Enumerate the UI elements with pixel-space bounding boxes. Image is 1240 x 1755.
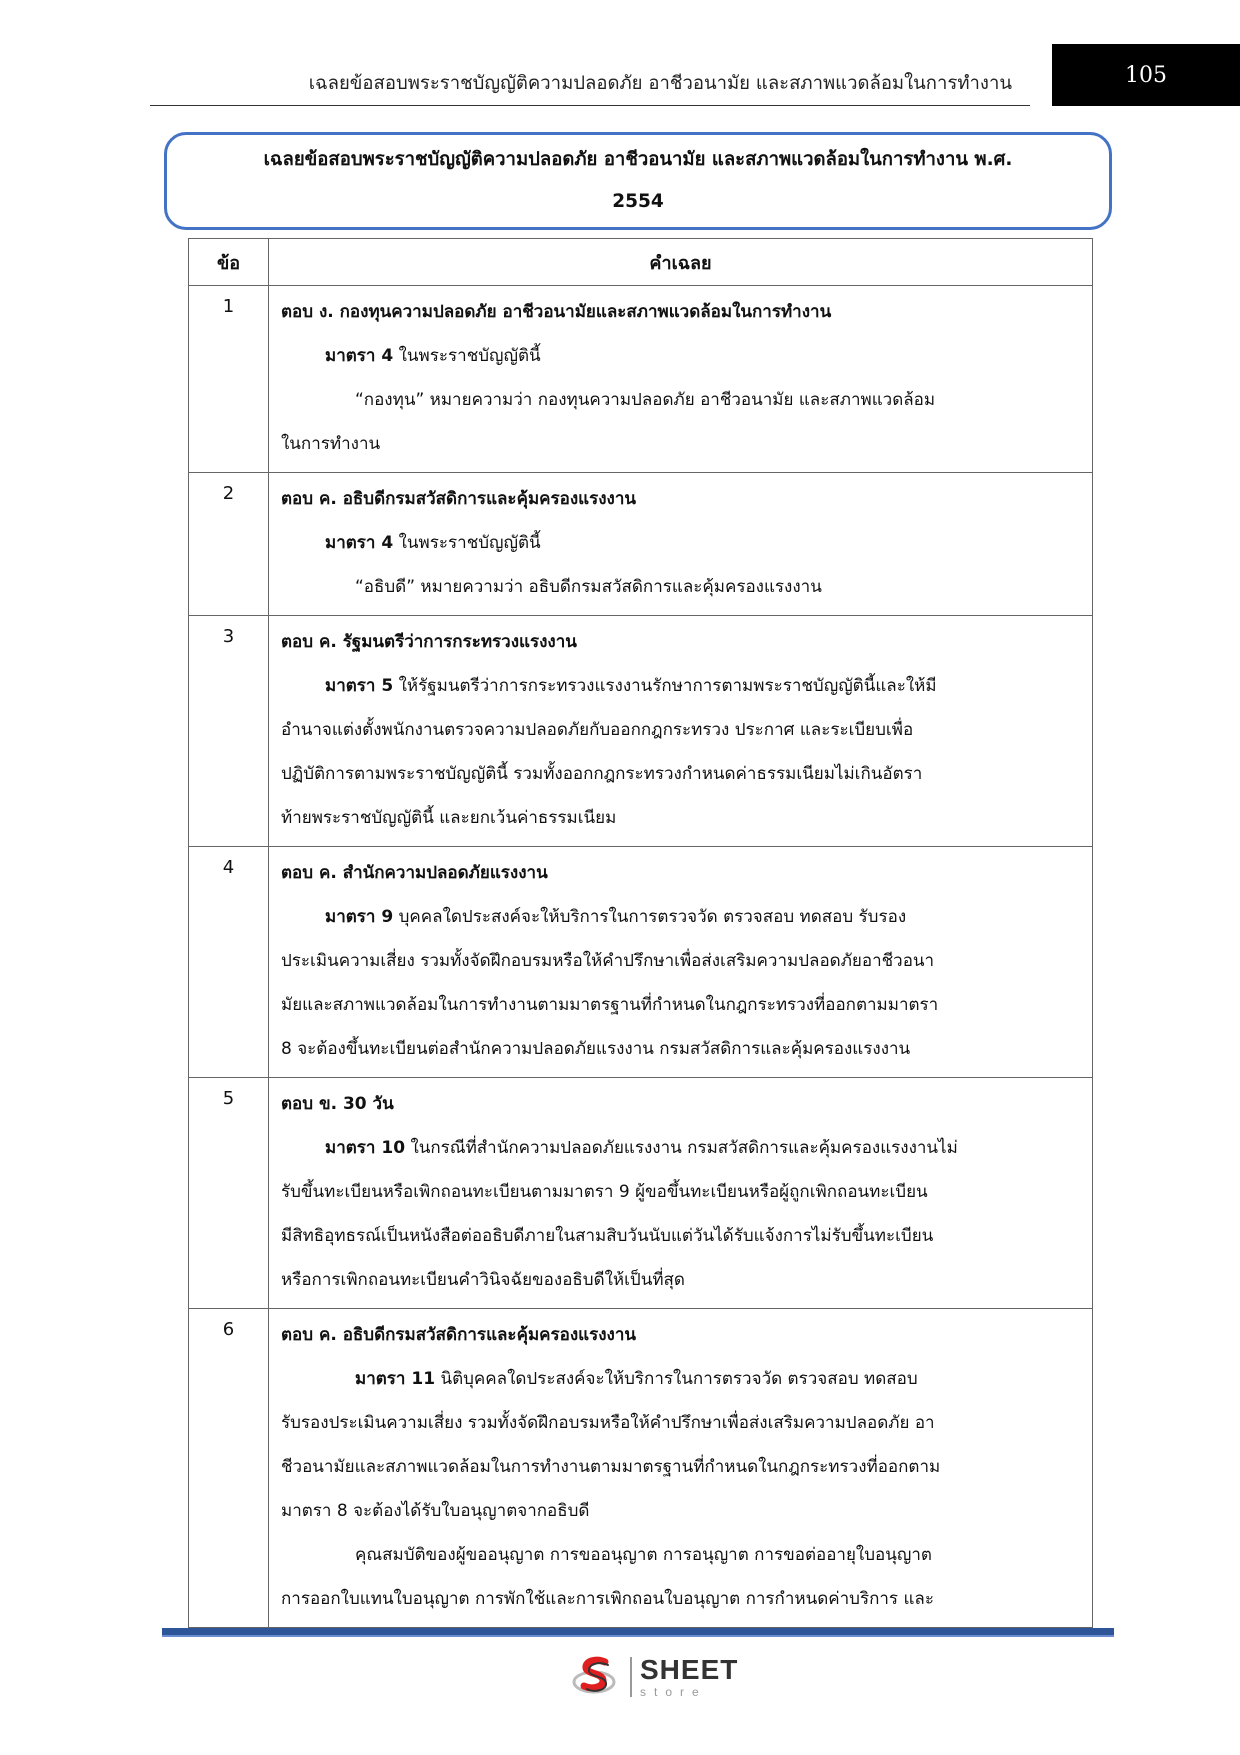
table-row bbox=[189, 286, 1093, 473]
section-text: นิติบุคคลใดประสงค์จะให้บริการในการตรวจวัด ตรวจสอบ ทดสอบ bbox=[435, 1369, 918, 1389]
explanation-first-line: “กองทุน” หมายความว่า กองทุนความปลอดภัย อาชีวอนามัย และสภาพแวดล้อม bbox=[355, 390, 936, 410]
answer-line: ตอบ ข. 30 วัน bbox=[281, 1094, 394, 1114]
question-number: 2 bbox=[189, 473, 269, 616]
running-header bbox=[150, 62, 1030, 106]
column-header-answer: คำเฉลย bbox=[269, 239, 1093, 286]
section-label: มาตรา 4 bbox=[325, 533, 394, 553]
section-text: ให้รัฐมนตรีว่าการกระทรวงแรงงานรักษาการตามพระราชบัญญัตินี้และให้มี bbox=[393, 676, 937, 696]
question-number: 4 bbox=[189, 847, 269, 1078]
question-number: 6 bbox=[189, 1309, 269, 1628]
answer-line: ตอบ ค. รัฐมนตรีว่าการกระทรวงแรงงาน bbox=[281, 632, 577, 652]
explanation-line: รับรองประเมินความเสี่ยง รวมทั้งจัดฝึกอบรมหรือให้คำปรึกษาเพื่อส่งเสริมความปลอดภัย อา bbox=[281, 1413, 935, 1433]
section-text: ในพระราชบัญญัตินี้ bbox=[393, 346, 541, 366]
section-label: มาตรา 9 bbox=[325, 907, 394, 927]
question-number: 3 bbox=[189, 616, 269, 847]
section-label: มาตรา 4 bbox=[325, 346, 394, 366]
explanation-line: อำนาจแต่งตั้งพนักงานตรวจความปลอดภัยกับออกกฎกระทรวง ประกาศ และระเบียบเพื่อ bbox=[281, 720, 914, 740]
section-line bbox=[281, 895, 1080, 939]
title-box bbox=[164, 132, 1112, 230]
logo-divider bbox=[630, 1657, 632, 1697]
explanation-line: ปฏิบัติการตามพระราชบัญญัตินี้ รวมทั้งออกกฎกระทรวงกำหนดค่าธรรมเนียมไม่เกินอัตรา bbox=[281, 764, 923, 784]
explanation-line: มัยและสภาพแวดล้อมในการทำงานตามมาตรฐานที่กำหนดในกฎกระทรวงที่ออกตามมาตรา bbox=[281, 995, 939, 1015]
title-line-2: 2554 bbox=[612, 191, 664, 212]
logo-text bbox=[640, 1656, 738, 1698]
answer-cell bbox=[269, 1078, 1093, 1309]
table-row bbox=[189, 1309, 1093, 1628]
explanation-line: ท้ายพระราชบัญญัตินี้ และยกเว้นค่าธรรมเนียม bbox=[281, 808, 617, 828]
explanation-first-line: คุณสมบัติของผู้ขออนุญาต การขออนุญาต การอนุญาต การขอต่ออายุใบอนุญาต bbox=[355, 1545, 932, 1565]
answer-cell bbox=[269, 616, 1093, 847]
answer-line: ตอบ ค. อธิบดีกรมสวัสดิการและคุ้มครองแรงงาน bbox=[281, 489, 637, 509]
explanation-line: ประเมินความเสี่ยง รวมทั้งจัดฝึกอบรมหรือให้คำปรึกษาเพื่อส่งเสริมความปลอดภัยอาชีวอนา bbox=[281, 951, 935, 971]
logo-word: SHEET bbox=[640, 1654, 739, 1685]
section-line bbox=[281, 1357, 1080, 1401]
explanation-line: การออกใบแทนใบอนุญาต การพักใช้และการเพิกถอนใบอนุญาต การกำหนดค่าบริการ และ bbox=[281, 1589, 934, 1609]
logo-subword: store bbox=[640, 1685, 707, 1699]
explanation-line: ชีวอนามัยและสภาพแวดล้อมในการทำงานตามมาตรฐานที่กำหนดในกฎกระทรวงที่ออกตาม bbox=[281, 1457, 941, 1477]
explanation-first-line: “อธิบดี” หมายความว่า อธิบดีกรมสวัสดิการและคุ้มครองแรงงาน bbox=[355, 577, 822, 597]
table-row bbox=[189, 1078, 1093, 1309]
question-number: 1 bbox=[189, 286, 269, 473]
section-label: มาตรา 5 bbox=[325, 676, 394, 696]
page-number: 105 bbox=[1125, 62, 1167, 88]
publisher-logo bbox=[572, 1650, 738, 1704]
sheet-store-logo-icon bbox=[572, 1652, 622, 1702]
section-line bbox=[281, 521, 1080, 565]
document-title bbox=[264, 139, 1013, 223]
title-line-1: เฉลยข้อสอบพระราชบัญญัติความปลอดภัย อาชีวอนามัย และสภาพแวดล้อมในการทำงาน พ.ศ. bbox=[263, 149, 1013, 170]
section-line bbox=[281, 334, 1080, 378]
table-row bbox=[189, 616, 1093, 847]
page-number-box bbox=[1052, 44, 1240, 106]
answer-cell bbox=[269, 286, 1093, 473]
section-text: ในพระราชบัญญัตินี้ bbox=[393, 533, 541, 553]
table-row bbox=[189, 473, 1093, 616]
explanation-line: มาตรา 8 จะต้องได้รับใบอนุญาตจากอธิบดี bbox=[281, 1501, 590, 1521]
footer-rule bbox=[162, 1628, 1114, 1637]
question-number: 5 bbox=[189, 1078, 269, 1309]
table-row bbox=[189, 847, 1093, 1078]
explanation-line: หรือการเพิกถอนทะเบียนคำวินิจฉัยของอธิบดีให้เป็นที่สุด bbox=[281, 1270, 685, 1290]
answer-cell bbox=[269, 473, 1093, 616]
answer-cell bbox=[269, 1309, 1093, 1628]
column-header-no: ข้อ bbox=[189, 239, 269, 286]
section-text: บุคคลใดประสงค์จะให้บริการในการตรวจวัด ตรวจสอบ ทดสอบ รับรอง bbox=[393, 907, 907, 927]
answer-line: ตอบ ค. สำนักความปลอดภัยแรงงาน bbox=[281, 863, 548, 883]
explanation-line: รับขึ้นทะเบียนหรือเพิกถอนทะเบียนตามมาตรา 9 ผู้ขอขึ้นทะเบียนหรือผู้ถูกเพิกถอนทะเบียน bbox=[281, 1182, 928, 1202]
section-line bbox=[281, 1126, 1080, 1170]
answer-cell bbox=[269, 847, 1093, 1078]
explanation-line: ในการทำงาน bbox=[281, 434, 381, 454]
table-header-row bbox=[189, 239, 1093, 286]
explanation-line: มีสิทธิอุทธรณ์เป็นหนังสือต่ออธิบดีภายในสามสิบวันนับแต่วันได้รับแจ้งการไม่รับขึ้นทะเบียน bbox=[281, 1226, 934, 1246]
section-text: ในกรณีที่สำนักความปลอดภัยแรงงาน กรมสวัสดิการและคุ้มครองแรงงานไม่ bbox=[405, 1138, 958, 1158]
explanation-line: 8 จะต้องขึ้นทะเบียนต่อสำนักความปลอดภัยแรงงาน กรมสวัสดิการและคุ้มครองแรงงาน bbox=[281, 1039, 911, 1059]
section-label: มาตรา 10 bbox=[325, 1138, 406, 1158]
answer-table bbox=[188, 238, 1093, 1628]
answer-line: ตอบ ง. กองทุนความปลอดภัย อาชีวอนามัยและสภาพแวดล้อมในการทำงาน bbox=[281, 302, 832, 322]
section-line bbox=[281, 664, 1080, 708]
answer-line: ตอบ ค. อธิบดีกรมสวัสดิการและคุ้มครองแรงงาน bbox=[281, 1325, 637, 1345]
running-title: เฉลยข้อสอบพระราชบัญญัติความปลอดภัย อาชีวอนามัย และสภาพแวดล้อมในการทำงาน bbox=[308, 73, 1012, 94]
section-label: มาตรา 11 bbox=[355, 1369, 436, 1389]
